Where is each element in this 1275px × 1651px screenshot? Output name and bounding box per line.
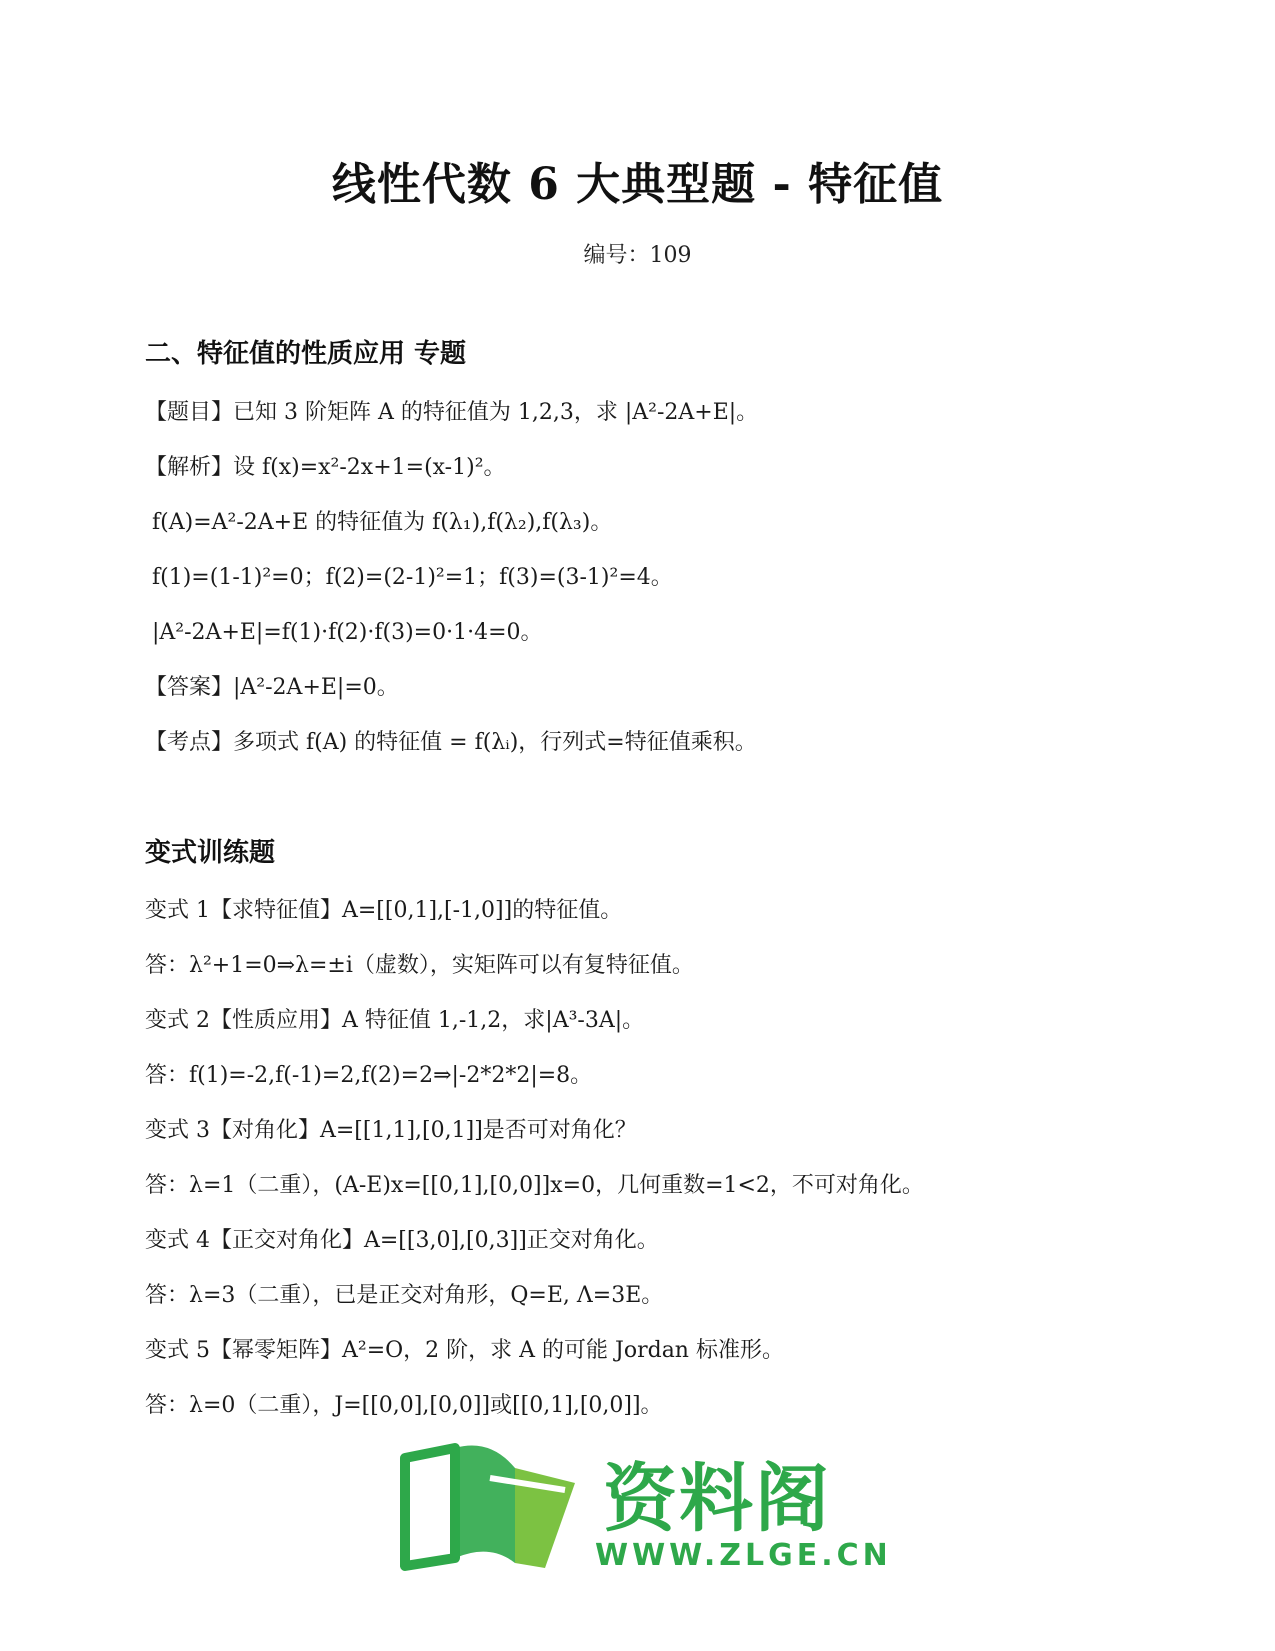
analysis-step: f(A)=A²-2A+E 的特征值为 f(λ₁),f(λ₂),f(λ₃)。 (152, 510, 613, 535)
variant-question: 变式 1【求特征值】A=[[0,1],[-1,0]]的特征值。 (145, 898, 623, 923)
analysis-step: |A²-2A+E|=f(1)·f(2)·f(3)=0·1·4=0。 (152, 620, 543, 645)
book-icon (395, 1438, 585, 1573)
section-heading-properties: 二、特征值的性质应用 专题 (145, 339, 467, 369)
variant-question: 变式 5【幂零矩阵】A²=O，2 阶，求 A 的可能 Jordan 标准形。 (145, 1338, 784, 1363)
watermark-logo (395, 1438, 892, 1578)
variant-question: 变式 3【对角化】A=[[1,1],[0,1]]是否可对角化？ (145, 1118, 637, 1143)
analysis-line: 【解析】设 f(x)=x²-2x+1=(x-1)²。 (145, 455, 506, 480)
variant-answer: 答：λ²+1=0⇒λ=±i（虚数），实矩阵可以有复特征值。 (145, 953, 694, 978)
variant-question: 变式 4【正交对角化】A=[[3,0],[0,3]]正交对角化。 (145, 1228, 659, 1253)
problem-line: 【题目】已知 3 阶矩阵 A 的特征值为 1,2,3，求 |A²-2A+E|。 (145, 400, 759, 425)
variant-answer: 答：λ=3（二重），已是正交对角形，Q=E, Λ=3E。 (145, 1283, 664, 1308)
answer-line: 【答案】|A²-2A+E|=0。 (145, 675, 399, 700)
document-serial: 编号：109 (583, 243, 692, 268)
variant-answer: 答：f(1)=-2,f(-1)=2,f(2)=2⇒|-2*2*2|=8。 (145, 1063, 593, 1088)
analysis-step: f(1)=(1-1)²=0；f(2)=(2-1)²=1；f(3)=(3-1)²=4。 (152, 565, 673, 590)
watermark-name: 资料阁 (603, 1456, 831, 1542)
watermark-url: WWW.ZLGE.CN (595, 1538, 892, 1573)
variant-answer: 答：λ=1（二重），(A-E)x=[[0,1],[0,0]]x=0，几何重数=1<2，不可对角化。 (145, 1173, 924, 1198)
document-title: 线性代数 6 大典型题 - 特征值 (331, 159, 944, 210)
key-point-line: 【考点】多项式 f(A) 的特征值 = f(λᵢ)，行列式=特征值乘积。 (145, 730, 757, 755)
variant-answer: 答：λ=0（二重），J=[[0,0],[0,0]]或[[0,1],[0,0]]。 (145, 1393, 663, 1418)
section-heading-variants: 变式训练题 (145, 838, 276, 868)
variant-question: 变式 2【性质应用】A 特征值 1,-1,2，求|A³-3A|。 (145, 1008, 645, 1033)
